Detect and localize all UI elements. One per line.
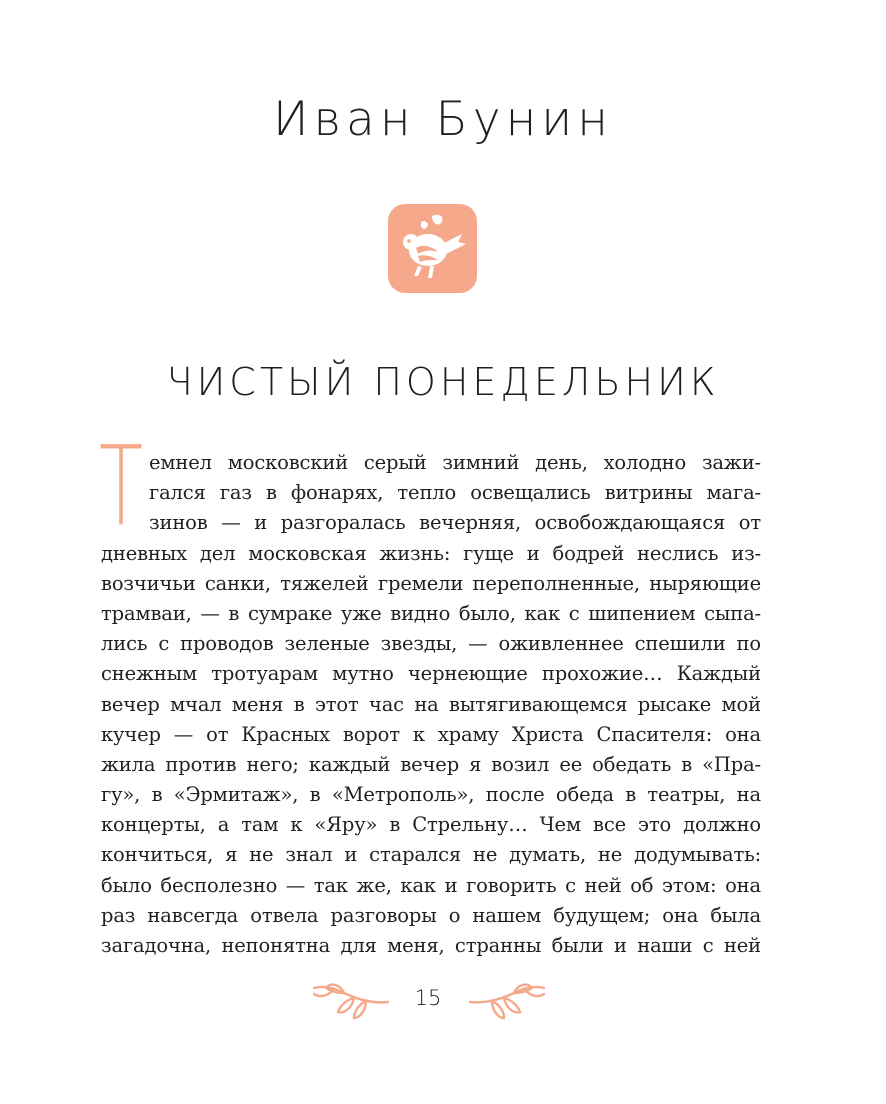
text-line: зинов — и разгоралась вечерняя, освобождающаяся от bbox=[149, 511, 761, 535]
text-line: кончиться, я не знал и старался не думать, не додумывать: bbox=[101, 843, 761, 867]
page-footer bbox=[0, 978, 886, 1028]
author-name: Иван Бунин bbox=[273, 92, 613, 147]
bird-emblem-icon bbox=[388, 204, 477, 293]
drop-cap-letter: Т bbox=[99, 422, 143, 550]
text-line: трамваи, — в сумраке уже видно было, как с шипением сыпа- bbox=[101, 601, 761, 625]
text-line: лись с проводов зеленые звезды, — оживленнее спешили по bbox=[101, 632, 761, 656]
text-line: жила против него; каждый вечер я возил ее обедать в «Пра- bbox=[101, 752, 761, 776]
leaf-sprig-left-icon bbox=[308, 978, 390, 1024]
text-line: раз навсегда отвела разговоры о нашем будущем; она была bbox=[101, 903, 761, 927]
text-line: гался газ в фонарях, тепло освещались витрины мага- bbox=[149, 481, 761, 505]
text-line: было бесполезно — так же, как и говорить с ней об этом: она bbox=[101, 873, 761, 897]
text-line: возчичьи санки, тяжелей гремели переполненные, ныряющие bbox=[101, 571, 761, 595]
text-line: загадочна, непонятна для меня, странны были и наши с ней bbox=[101, 934, 761, 957]
story-body bbox=[101, 448, 761, 961]
text-line: кучер — от Красных ворот к храму Христа Спасителя: она bbox=[101, 722, 761, 746]
story-title: ЧИСТЫЙ ПОНЕДЕЛЬНИК bbox=[166, 360, 720, 404]
text-line: емнел московский серый зимний день, холодно зажи- bbox=[149, 451, 761, 474]
text-line: снежным тротуарам мутно чернеющие прохожие… Каждый bbox=[101, 662, 761, 686]
text-line: гу», в «Эрмитаж», в «Метрополь», после обеда в театры, на bbox=[101, 783, 761, 807]
leaf-sprig-right-icon bbox=[468, 978, 550, 1024]
text-line: вечер мчал меня в этот час на вытягивающемся рысаке мой bbox=[101, 692, 761, 716]
text-line: дневных дел московская жизнь: гуще и бодрей неслись из- bbox=[101, 541, 761, 565]
page-number: 15 bbox=[414, 986, 442, 1010]
text-line: концерты, а там к «Яру» в Стрельну… Чем все это должно bbox=[101, 813, 761, 837]
